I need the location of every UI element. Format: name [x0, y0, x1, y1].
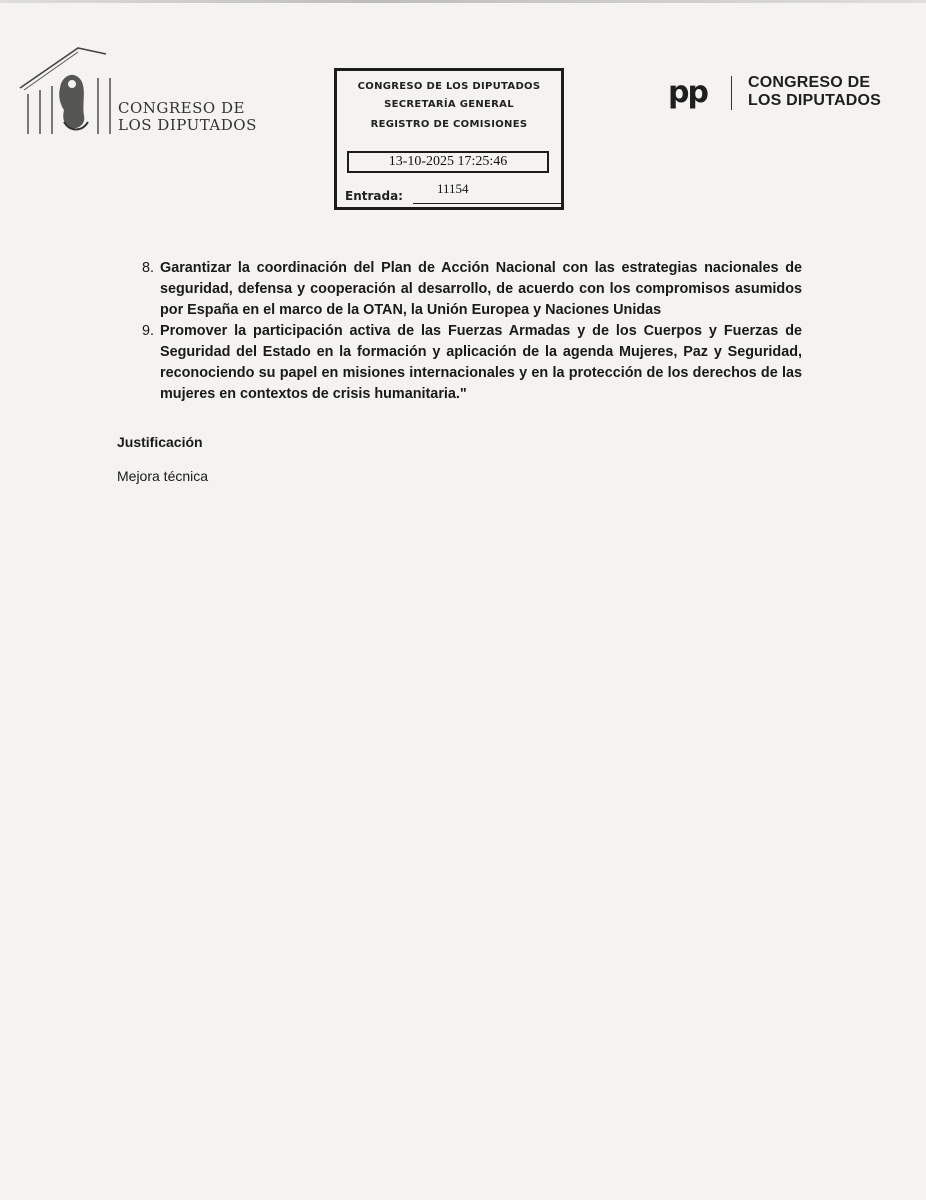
list-item-text: Garantizar la coordinación del Plan de Acción Nacional con las estrategias nacionales de seguridad, defensa y cooperación al desarrollo, de acuerdo con los compromisos asumidos por España en el marco de la OTAN, la Unión Europea y Naciones Unidas: [160, 260, 802, 318]
list-item: [142, 321, 802, 405]
congress-logo: [18, 42, 268, 142]
congress-logo-line2: LOS DIPUTADOS: [118, 116, 257, 134]
numbered-list: [142, 258, 802, 405]
stamp-line-1: CONGRESO DE LOS DIPUTADOS: [357, 81, 541, 92]
stamp-datetime: 13-10-2025 17:25:46: [347, 151, 549, 173]
registry-stamp: [334, 68, 564, 210]
pp-mark-icon: pp: [668, 75, 707, 110]
pp-logo-line1: CONGRESO DE: [748, 74, 871, 91]
congress-lion-icon: [18, 42, 118, 142]
pp-logo: [668, 74, 908, 114]
stamp-line-2: SECRETARÍA GENERAL: [384, 99, 514, 110]
scan-edge: [0, 0, 926, 3]
list-item-number: 8.: [142, 260, 155, 276]
pp-divider: [731, 76, 732, 110]
stamp-line-3: REGISTRO DE COMISIONES: [370, 119, 528, 130]
justification-heading: Justificación: [117, 434, 203, 450]
justification-text: Mejora técnica: [117, 468, 209, 484]
pp-logo-line2: LOS DIPUTADOS: [748, 92, 881, 109]
stamp-entry-label: Entrada:: [345, 189, 403, 203]
stamp-entry-underline: [413, 203, 561, 204]
stamp-entry-value: 11154: [437, 181, 469, 196]
congress-logo-line1: CONGRESO DE: [118, 99, 245, 117]
list-item-number: 9.: [142, 323, 155, 339]
list-item-text: Promover la participación activa de las Fuerzas Armadas y de los Cuerpos y Fuerzas de Seguridad del Estado en la formación y aplicación de la agenda Mujeres, Paz y Seguridad, reconociendo su papel en misiones internacionales y en la protección de los derechos de las mujeres en contextos de crisis humanitaria.": [160, 323, 802, 402]
list-item: [142, 258, 802, 321]
